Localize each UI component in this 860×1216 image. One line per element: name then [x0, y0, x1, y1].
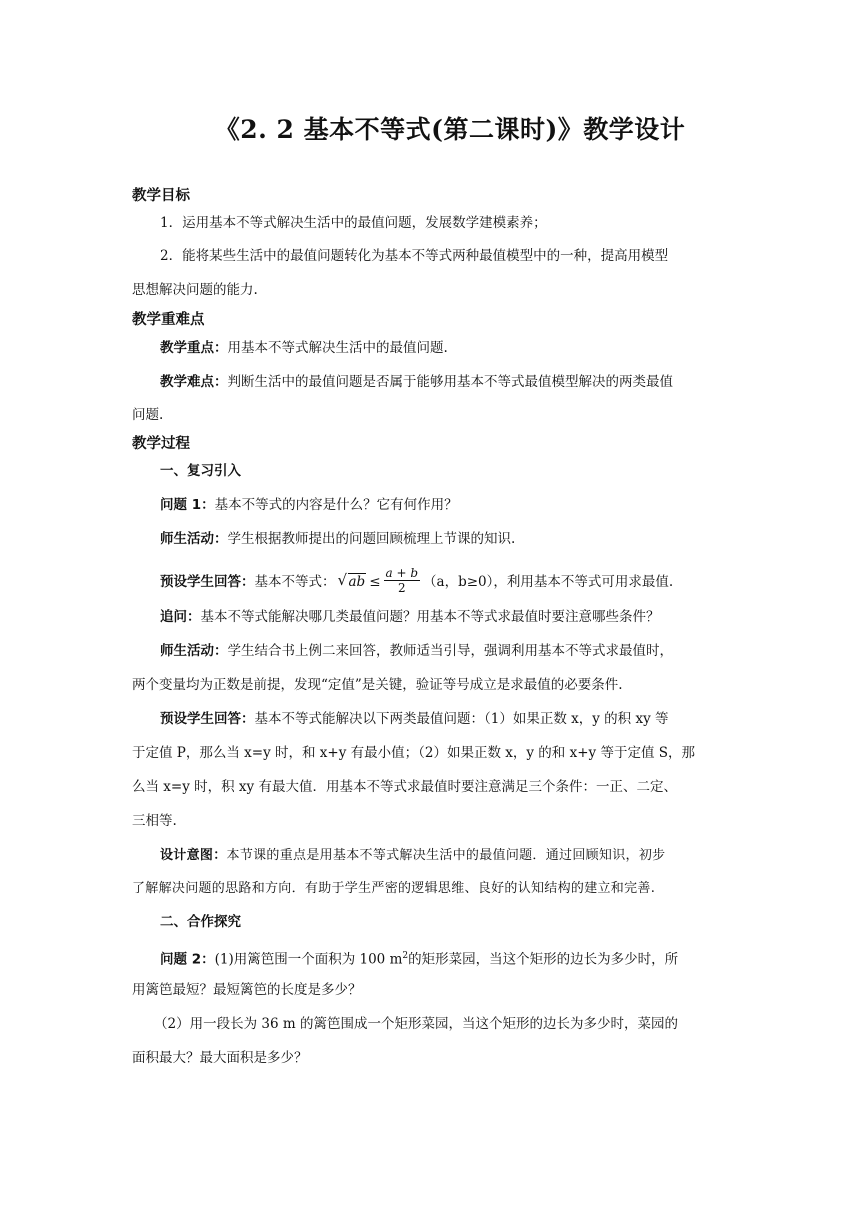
activity-2-label: 师生活动： [160, 643, 228, 659]
fraction [384, 566, 421, 595]
question-2 [160, 946, 732, 970]
question-2-line-2: 用篱笆最短？最短篱笆的长度是多少？ [132, 982, 362, 998]
activity-2-text: 学生结合书上例二来回答，教师适当引导，强调利用基本不等式求最值时， [227, 643, 673, 659]
difficulty-text-cont: 问题. [132, 407, 164, 423]
answer-2-label: 预设学生回答： [160, 711, 255, 727]
answer-2-line-3: 么当 x=y 时，积 xy 有最大值．用基本不等式求最值时要注意满足三个条件：一正、二定、 [132, 779, 677, 795]
focus-text: 用基本不等式解决生活中的最值问题. [227, 340, 448, 356]
document-title: 《2. 2 基本不等式(第二课时)》教学设计 [214, 115, 686, 144]
activity-2 [160, 641, 732, 661]
section-review: 一、复习引入 [160, 463, 241, 479]
answer-2-line-2: 于定值 P，那么当 x=y 时，和 x+y 有最小值；（2）如果正数 x，y 的和 x+y 等于定值 S，那 [132, 745, 695, 761]
focus-label: 教学重点： [160, 340, 228, 356]
objective-item-2-line-2: 思想解决问题的能力. [132, 282, 258, 298]
answer-2-line-4: 三相等. [132, 813, 177, 829]
answer-1-pre: 基本不等式： [254, 574, 336, 590]
answer-2 [160, 709, 732, 729]
objectives-heading: 教学目标 [132, 188, 190, 204]
sqrt-sign-icon: √ [337, 571, 348, 589]
design-intent-text: 本节课的重点是用基本不等式解决生活中的最值问题．通过回顾知识，初步 [226, 848, 666, 863]
design-intent-cont: 了解解决问题的思路和方向．有助于学生严密的逻辑思维、良好的认知结构的建立和完善. [132, 881, 656, 896]
follow-up-label: 追问： [160, 609, 201, 625]
objective-item-2-line-1: 2．能将某些生活中的最值问题转化为基本不等式两种最值模型中的一种，提高用模型 [160, 248, 669, 264]
answer-1-condition: （a，b≥0），利用基本不等式可用求最值. [423, 574, 674, 590]
key-points-heading: 教学重难点 [132, 312, 205, 328]
section-explore: 二、合作探究 [160, 914, 241, 930]
follow-up-question [160, 607, 732, 627]
objective-item-1: 1．运用基本不等式解决生活中的最值问题，发展数学建模素养； [160, 215, 547, 231]
process-heading: 教学过程 [132, 436, 190, 452]
sqrt-expression [338, 572, 367, 592]
teaching-focus [160, 338, 732, 358]
question-1-text: 基本不等式的内容是什么？它有何作用？ [214, 497, 458, 513]
question-2-part-b: （2）用一段长为 36 m 的篱笆围成一个矩形菜园，当这个矩形的边长为多少时，菜园的 [154, 1016, 678, 1032]
sqrt-body: ab [348, 574, 366, 590]
fraction-numerator: a + b [385, 566, 419, 580]
answer-2-line-1: 基本不等式能解决以下两类最值问题：（1）如果正数 x，y 的积 xy 等 [254, 711, 669, 727]
answer-1-label: 预设学生回答： [160, 574, 255, 590]
fraction-denominator: 2 [397, 581, 406, 595]
activity-2-cont: 两个变量均为正数是前提，发现“定值”是关键，验证等号成立是求最值的必要条件. [132, 677, 623, 693]
difficulty-text: 判断生活中的最值问题是否属于能够用基本不等式最值模型解决的两类最值 [227, 374, 673, 390]
activity-1 [160, 529, 732, 549]
question-1 [160, 495, 732, 515]
question-2-label: 问题 2： [160, 951, 215, 968]
activity-1-label: 师生活动： [160, 531, 228, 547]
question-1-label: 问题 1： [160, 497, 215, 513]
follow-up-text: 基本不等式能解决哪几类最值问题？用基本不等式求最值时要注意哪些条件？ [200, 609, 660, 625]
design-intent-label: 设计意图： [160, 848, 227, 863]
superscript-2: 2 [402, 951, 409, 961]
answer-1 [160, 568, 732, 597]
question-2-part-a-post: 的矩形菜园，当这个矩形的边长为多少时，所 [408, 951, 679, 968]
question-2-part-b-cont: 面积最大？最大面积是多少？ [132, 1050, 308, 1066]
difficulty-label: 教学难点： [160, 374, 228, 390]
design-intent [160, 846, 732, 866]
teaching-difficulty [160, 372, 732, 392]
question-2-part-a-pre: (1)用篱笆围一个面积为 100 m [214, 951, 403, 968]
activity-1-text: 学生根据教师提出的问题回顾梳理上节课的知识. [227, 531, 516, 547]
leq-symbol: ≤ [369, 574, 381, 590]
